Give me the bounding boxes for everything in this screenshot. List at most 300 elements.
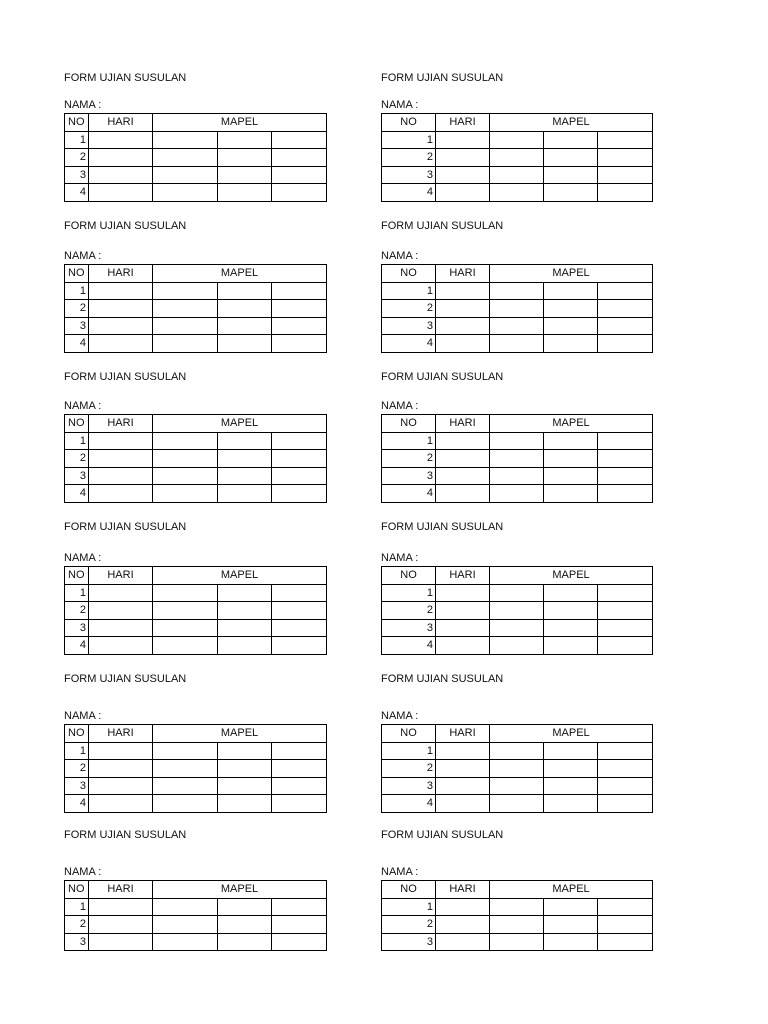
mapel-cell <box>544 916 598 934</box>
table-row <box>382 432 653 450</box>
schedule-table <box>64 880 327 951</box>
row-number: 4 <box>382 335 436 353</box>
hari-cell <box>89 584 153 602</box>
table-header-row <box>382 567 653 585</box>
row-number: 3 <box>65 619 89 637</box>
mapel-cell <box>218 916 272 934</box>
table-row <box>65 131 327 149</box>
row-number: 3 <box>65 933 89 951</box>
schedule-table <box>64 724 327 813</box>
form-title: FORM UJIAN SUSULAN <box>64 72 187 84</box>
mapel-cell <box>544 335 598 353</box>
row-number: 1 <box>65 131 89 149</box>
nama-label: NAMA : <box>381 250 419 262</box>
hari-cell <box>89 602 153 620</box>
mapel-cell <box>544 898 598 916</box>
hari-cell <box>89 335 153 353</box>
mapel-cell <box>490 777 544 795</box>
mapel-cell <box>272 485 327 503</box>
mapel-cell <box>218 933 272 951</box>
table-row <box>382 916 653 934</box>
table-header-row <box>382 265 653 283</box>
hari-cell <box>89 898 153 916</box>
mapel-cell <box>218 282 272 300</box>
table-row <box>65 760 327 778</box>
header-mapel: MAPEL <box>153 725 327 743</box>
mapel-cell <box>272 131 327 149</box>
hari-cell <box>436 742 490 760</box>
mapel-cell <box>153 898 218 916</box>
mapel-cell <box>490 300 544 318</box>
table-header-row <box>65 265 327 283</box>
row-number: 1 <box>382 432 436 450</box>
mapel-cell <box>490 166 544 184</box>
mapel-cell <box>544 317 598 335</box>
row-number: 1 <box>382 584 436 602</box>
mapel-cell <box>598 467 653 485</box>
nama-label: NAMA : <box>381 400 419 412</box>
mapel-cell <box>490 317 544 335</box>
form-title: FORM UJIAN SUSULAN <box>381 371 504 383</box>
mapel-cell <box>544 450 598 468</box>
mapel-cell <box>544 742 598 760</box>
hari-cell <box>436 166 490 184</box>
form-title: FORM UJIAN SUSULAN <box>64 673 187 685</box>
mapel-cell <box>272 467 327 485</box>
mapel-cell <box>153 166 218 184</box>
mapel-cell <box>153 184 218 202</box>
schedule-table <box>381 880 653 951</box>
mapel-cell <box>218 795 272 813</box>
mapel-cell <box>490 916 544 934</box>
mapel-cell <box>544 432 598 450</box>
table-row <box>65 898 327 916</box>
table-row <box>382 450 653 468</box>
form-title: FORM UJIAN SUSULAN <box>381 521 504 533</box>
table-row <box>65 166 327 184</box>
mapel-cell <box>218 184 272 202</box>
mapel-cell <box>598 450 653 468</box>
table-row <box>65 485 327 503</box>
header-no: NO <box>65 881 89 899</box>
table-row <box>65 795 327 813</box>
header-hari: HARI <box>436 881 490 899</box>
mapel-cell <box>272 637 327 655</box>
mapel-cell <box>598 131 653 149</box>
table-row <box>382 485 653 503</box>
header-mapel: MAPEL <box>153 567 327 585</box>
mapel-cell <box>218 742 272 760</box>
mapel-cell <box>544 777 598 795</box>
mapel-cell <box>490 467 544 485</box>
mapel-cell <box>153 131 218 149</box>
mapel-cell <box>544 602 598 620</box>
mapel-cell <box>153 795 218 813</box>
header-hari: HARI <box>436 567 490 585</box>
table-row <box>382 282 653 300</box>
row-number: 3 <box>382 317 436 335</box>
header-hari: HARI <box>436 415 490 433</box>
header-mapel: MAPEL <box>153 265 327 283</box>
schedule-table <box>381 724 653 813</box>
hari-cell <box>89 131 153 149</box>
mapel-cell <box>272 149 327 167</box>
table-row <box>382 795 653 813</box>
row-number: 4 <box>65 335 89 353</box>
table-row <box>382 933 653 951</box>
mapel-cell <box>598 760 653 778</box>
mapel-cell <box>218 149 272 167</box>
mapel-cell <box>490 584 544 602</box>
row-number: 3 <box>65 317 89 335</box>
mapel-cell <box>598 795 653 813</box>
header-no: NO <box>382 415 436 433</box>
mapel-cell <box>544 637 598 655</box>
row-number: 2 <box>65 760 89 778</box>
mapel-cell <box>218 131 272 149</box>
form-title: FORM UJIAN SUSULAN <box>381 829 504 841</box>
hari-cell <box>89 485 153 503</box>
hari-cell <box>436 916 490 934</box>
form-title: FORM UJIAN SUSULAN <box>64 829 187 841</box>
mapel-cell <box>272 933 327 951</box>
row-number: 2 <box>65 450 89 468</box>
hari-cell <box>89 777 153 795</box>
schedule-table <box>381 264 653 353</box>
nama-label: NAMA : <box>64 552 102 564</box>
table-header-row <box>382 881 653 899</box>
mapel-cell <box>153 467 218 485</box>
header-hari: HARI <box>89 725 153 743</box>
mapel-cell <box>490 184 544 202</box>
header-mapel: MAPEL <box>490 114 653 132</box>
hari-cell <box>436 485 490 503</box>
table-row <box>65 916 327 934</box>
table-header-row <box>65 415 327 433</box>
table-row <box>65 637 327 655</box>
mapel-cell <box>272 602 327 620</box>
table-header-row <box>65 881 327 899</box>
table-row <box>382 777 653 795</box>
row-number: 4 <box>65 637 89 655</box>
header-hari: HARI <box>436 725 490 743</box>
header-no: NO <box>382 725 436 743</box>
mapel-cell <box>490 637 544 655</box>
table-row <box>65 602 327 620</box>
row-number: 3 <box>382 166 436 184</box>
schedule-table <box>381 414 653 503</box>
mapel-cell <box>272 742 327 760</box>
mapel-cell <box>544 760 598 778</box>
mapel-cell <box>544 131 598 149</box>
mapel-cell <box>272 795 327 813</box>
table-header-row <box>65 567 327 585</box>
row-number: 2 <box>382 149 436 167</box>
header-no: NO <box>65 725 89 743</box>
table-row <box>65 149 327 167</box>
hari-cell <box>89 795 153 813</box>
mapel-cell <box>153 300 218 318</box>
mapel-cell <box>544 184 598 202</box>
row-number: 3 <box>382 619 436 637</box>
table-header-row <box>382 415 653 433</box>
form-title: FORM UJIAN SUSULAN <box>381 72 504 84</box>
table-row <box>382 166 653 184</box>
mapel-cell <box>153 485 218 503</box>
hari-cell <box>89 742 153 760</box>
row-number: 3 <box>65 467 89 485</box>
form-title: FORM UJIAN SUSULAN <box>64 521 187 533</box>
row-number: 3 <box>382 933 436 951</box>
mapel-cell <box>598 300 653 318</box>
table-row <box>382 619 653 637</box>
table-row <box>65 777 327 795</box>
mapel-cell <box>272 584 327 602</box>
schedule-table <box>381 566 653 655</box>
hari-cell <box>89 637 153 655</box>
table-header-row <box>65 114 327 132</box>
mapel-cell <box>598 184 653 202</box>
row-number: 1 <box>382 898 436 916</box>
mapel-cell <box>598 317 653 335</box>
header-hari: HARI <box>89 114 153 132</box>
mapel-cell <box>598 485 653 503</box>
row-number: 4 <box>382 485 436 503</box>
header-mapel: MAPEL <box>153 415 327 433</box>
header-no: NO <box>382 114 436 132</box>
hari-cell <box>436 795 490 813</box>
mapel-cell <box>272 282 327 300</box>
hari-cell <box>89 619 153 637</box>
header-mapel: MAPEL <box>490 415 653 433</box>
table-row <box>382 149 653 167</box>
hari-cell <box>89 467 153 485</box>
mapel-cell <box>218 602 272 620</box>
row-number: 3 <box>382 467 436 485</box>
row-number: 1 <box>382 131 436 149</box>
header-hari: HARI <box>89 881 153 899</box>
table-row <box>382 637 653 655</box>
mapel-cell <box>218 317 272 335</box>
header-no: NO <box>382 567 436 585</box>
schedule-table <box>381 113 653 202</box>
row-number: 2 <box>65 602 89 620</box>
header-mapel: MAPEL <box>490 725 653 743</box>
hari-cell <box>436 933 490 951</box>
mapel-cell <box>153 584 218 602</box>
mapel-cell <box>218 637 272 655</box>
mapel-cell <box>490 742 544 760</box>
row-number: 1 <box>65 898 89 916</box>
mapel-cell <box>272 760 327 778</box>
row-number: 4 <box>65 485 89 503</box>
table-row <box>65 450 327 468</box>
row-number: 3 <box>65 777 89 795</box>
mapel-cell <box>153 916 218 934</box>
table-row <box>65 184 327 202</box>
table-row <box>65 317 327 335</box>
hari-cell <box>436 131 490 149</box>
hari-cell <box>436 898 490 916</box>
mapel-cell <box>598 637 653 655</box>
mapel-cell <box>218 619 272 637</box>
hari-cell <box>436 777 490 795</box>
row-number: 4 <box>382 637 436 655</box>
hari-cell <box>89 149 153 167</box>
table-row <box>382 602 653 620</box>
mapel-cell <box>272 916 327 934</box>
header-hari: HARI <box>436 265 490 283</box>
row-number: 1 <box>382 742 436 760</box>
row-number: 2 <box>382 760 436 778</box>
mapel-cell <box>218 432 272 450</box>
hari-cell <box>89 760 153 778</box>
row-number: 1 <box>65 742 89 760</box>
mapel-cell <box>490 795 544 813</box>
hari-cell <box>436 450 490 468</box>
header-no: NO <box>65 114 89 132</box>
mapel-cell <box>153 760 218 778</box>
mapel-cell <box>218 467 272 485</box>
table-row <box>382 335 653 353</box>
mapel-cell <box>153 933 218 951</box>
hari-cell <box>89 166 153 184</box>
mapel-cell <box>153 282 218 300</box>
mapel-cell <box>272 300 327 318</box>
row-number: 2 <box>382 916 436 934</box>
mapel-cell <box>153 742 218 760</box>
schedule-table <box>64 113 327 202</box>
schedule-table <box>64 566 327 655</box>
schedule-table <box>64 264 327 353</box>
mapel-cell <box>598 166 653 184</box>
mapel-cell <box>153 335 218 353</box>
mapel-cell <box>490 602 544 620</box>
nama-label: NAMA : <box>381 552 419 564</box>
table-row <box>65 467 327 485</box>
row-number: 1 <box>65 282 89 300</box>
nama-label: NAMA : <box>381 710 419 722</box>
header-no: NO <box>65 567 89 585</box>
mapel-cell <box>598 916 653 934</box>
mapel-cell <box>153 450 218 468</box>
nama-label: NAMA : <box>64 866 102 878</box>
mapel-cell <box>153 149 218 167</box>
row-number: 1 <box>65 432 89 450</box>
mapel-cell <box>272 166 327 184</box>
mapel-cell <box>598 898 653 916</box>
table-row <box>382 467 653 485</box>
mapel-cell <box>490 933 544 951</box>
table-header-row <box>382 725 653 743</box>
mapel-cell <box>490 432 544 450</box>
mapel-cell <box>490 282 544 300</box>
mapel-cell <box>490 450 544 468</box>
mapel-cell <box>598 432 653 450</box>
mapel-cell <box>598 602 653 620</box>
hari-cell <box>436 432 490 450</box>
header-hari: HARI <box>89 265 153 283</box>
mapel-cell <box>272 450 327 468</box>
mapel-cell <box>218 300 272 318</box>
row-number: 3 <box>382 777 436 795</box>
hari-cell <box>436 619 490 637</box>
header-hari: HARI <box>89 415 153 433</box>
hari-cell <box>89 317 153 335</box>
mapel-cell <box>544 485 598 503</box>
mapel-cell <box>153 637 218 655</box>
mapel-cell <box>218 777 272 795</box>
hari-cell <box>436 149 490 167</box>
mapel-cell <box>544 795 598 813</box>
mapel-cell <box>272 184 327 202</box>
form-title: FORM UJIAN SUSULAN <box>64 371 187 383</box>
mapel-cell <box>490 619 544 637</box>
hari-cell <box>436 584 490 602</box>
mapel-cell <box>272 898 327 916</box>
table-header-row <box>382 114 653 132</box>
header-mapel: MAPEL <box>490 567 653 585</box>
table-row <box>65 584 327 602</box>
mapel-cell <box>490 149 544 167</box>
nama-label: NAMA : <box>381 99 419 111</box>
hari-cell <box>89 300 153 318</box>
mapel-cell <box>598 742 653 760</box>
mapel-cell <box>544 933 598 951</box>
hari-cell <box>436 637 490 655</box>
header-hari: HARI <box>436 114 490 132</box>
header-mapel: MAPEL <box>153 881 327 899</box>
mapel-cell <box>598 149 653 167</box>
table-row <box>382 317 653 335</box>
header-no: NO <box>65 265 89 283</box>
header-mapel: MAPEL <box>490 881 653 899</box>
mapel-cell <box>598 777 653 795</box>
table-row <box>382 131 653 149</box>
mapel-cell <box>218 485 272 503</box>
mapel-cell <box>490 335 544 353</box>
mapel-cell <box>598 933 653 951</box>
hari-cell <box>436 317 490 335</box>
hari-cell <box>436 300 490 318</box>
nama-label: NAMA : <box>64 400 102 412</box>
hari-cell <box>436 282 490 300</box>
schedule-table <box>64 414 327 503</box>
mapel-cell <box>218 335 272 353</box>
header-hari: HARI <box>89 567 153 585</box>
mapel-cell <box>544 282 598 300</box>
hari-cell <box>436 467 490 485</box>
table-row <box>382 742 653 760</box>
mapel-cell <box>272 777 327 795</box>
table-header-row <box>65 725 327 743</box>
mapel-cell <box>544 467 598 485</box>
table-row <box>382 760 653 778</box>
mapel-cell <box>218 584 272 602</box>
row-number: 2 <box>382 602 436 620</box>
row-number: 2 <box>65 916 89 934</box>
mapel-cell <box>153 432 218 450</box>
hari-cell <box>89 282 153 300</box>
table-row <box>65 742 327 760</box>
row-number: 4 <box>382 795 436 813</box>
table-row <box>382 584 653 602</box>
mapel-cell <box>544 300 598 318</box>
hari-cell <box>89 450 153 468</box>
hari-cell <box>89 916 153 934</box>
mapel-cell <box>544 619 598 637</box>
header-no: NO <box>382 881 436 899</box>
